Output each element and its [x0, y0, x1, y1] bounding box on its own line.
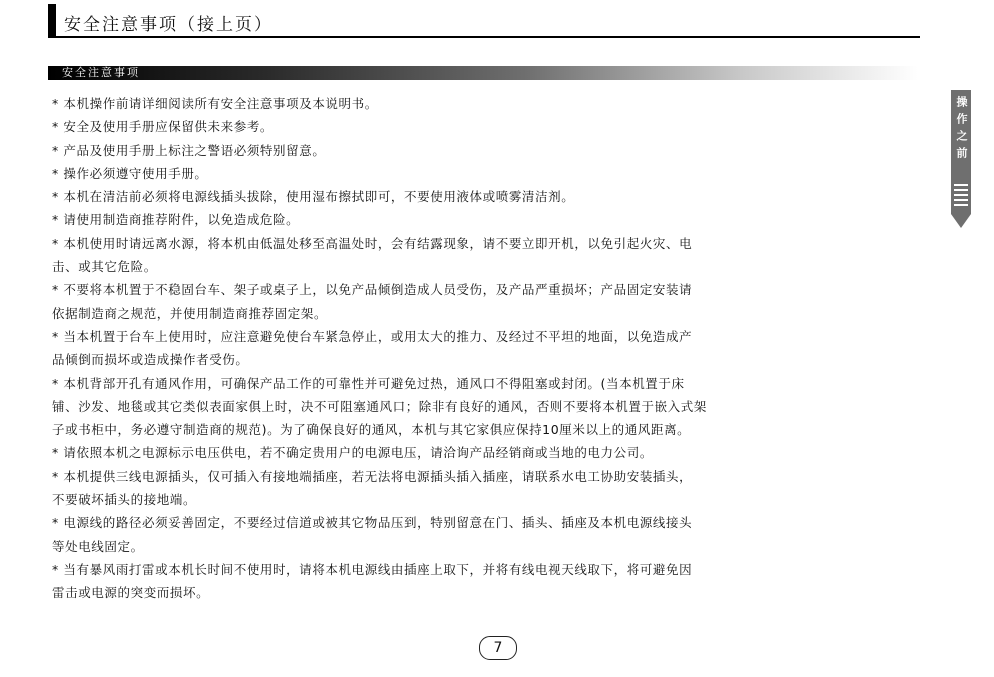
down-arrow-icon	[951, 214, 971, 228]
title-bar-mark	[48, 4, 56, 36]
text-line: 品倾倒而损坏或造成操作者受伤。	[52, 352, 249, 368]
text-line: * 本机提供三线电源插头，仅可插入有接地端插座，若无法将电源插头插入插座，请联系水电工协助安装插头，	[52, 468, 693, 484]
text-line: * 本机在清洁前必须将电源线插头拔除，使用湿布擦拭即可，不要使用液体或喷雾清洁剂。	[52, 189, 575, 205]
stacked-lines-icon	[954, 184, 968, 209]
text-line: * 产品及使用手册上标注之警语必须特别留意。	[52, 142, 326, 158]
text-line: 等处电线固定。	[52, 538, 144, 554]
page-number: 7	[479, 636, 517, 660]
section-label: 安全注意事项	[62, 66, 140, 79]
text-line: 不要破坏插头的接地端。	[52, 492, 197, 508]
text-line: * 本机操作前请详细阅读所有安全注意事项及本说明书。	[52, 96, 378, 111]
text-line: * 请使用制造商推荐附件，以免造成危险。	[52, 212, 300, 228]
text-line: * 不要将本机置于不稳固台车、架子或桌子上，以免产品倾倒造成人员受伤，及产品严重损坏；产品固定安装请	[52, 282, 693, 298]
text-line: 雷击或电源的突变而损坏。	[52, 585, 210, 601]
text-line: * 本机背部开孔有通风作用，可确保产品工作的可靠性并可避免过热，通风口不得阻塞或封闭。(当本机置于床	[52, 375, 685, 391]
safety-notes-body	[52, 92, 872, 605]
text-line: 子或书柜中，务必遵守制造商的规范)。为了确保良好的通风，本机与其它家俱应保持10厘米以上的通风距离。	[52, 422, 691, 438]
side-tab-label: 操作之前	[955, 96, 968, 164]
section-header-band	[48, 66, 918, 80]
text-line: * 安全及使用手册应保留供未来参考。	[52, 119, 274, 135]
text-line: * 操作必须遵守使用手册。	[52, 165, 208, 181]
text-line: * 当本机置于台车上使用时，应注意避免使台车紧急停止，或用太大的推力、及经过不平坦的地面，以免造成产	[52, 328, 693, 344]
text-line: * 本机使用时请远离水源，将本机由低温处移至高温处时，会有结露现象，请不要立即开机，以免引起火灾、电	[52, 235, 693, 251]
text-line: * 电源线的路径必须妥善固定，不要经过信道或被其它物品压到，特别留意在门、插头、插座及本机电源线接头	[52, 515, 693, 531]
title-rule	[48, 36, 920, 38]
text-line: 击、或其它危险。	[52, 259, 157, 275]
side-tab-before-operation	[951, 90, 971, 214]
page-title: 安全注意事项（接上页）	[64, 15, 273, 35]
text-line: * 当有暴风雨打雷或本机长时间不使用时，请将本机电源线由插座上取下，并将有线电视天线取下，将可避免因	[52, 561, 693, 577]
text-line: 依据制造商之规范，并使用制造商推荐固定架。	[52, 305, 328, 321]
text-line: 铺、沙发、地毯或其它类似表面家俱上时，决不可阻塞通风口；除非有良好的通风，否则不要将本机置于嵌入式架	[52, 398, 708, 414]
text-line: * 请依照本机之电源标示电压供电，若不确定贵用户的电源电压，请洽询产品经销商或当地的电力公司。	[52, 445, 653, 461]
